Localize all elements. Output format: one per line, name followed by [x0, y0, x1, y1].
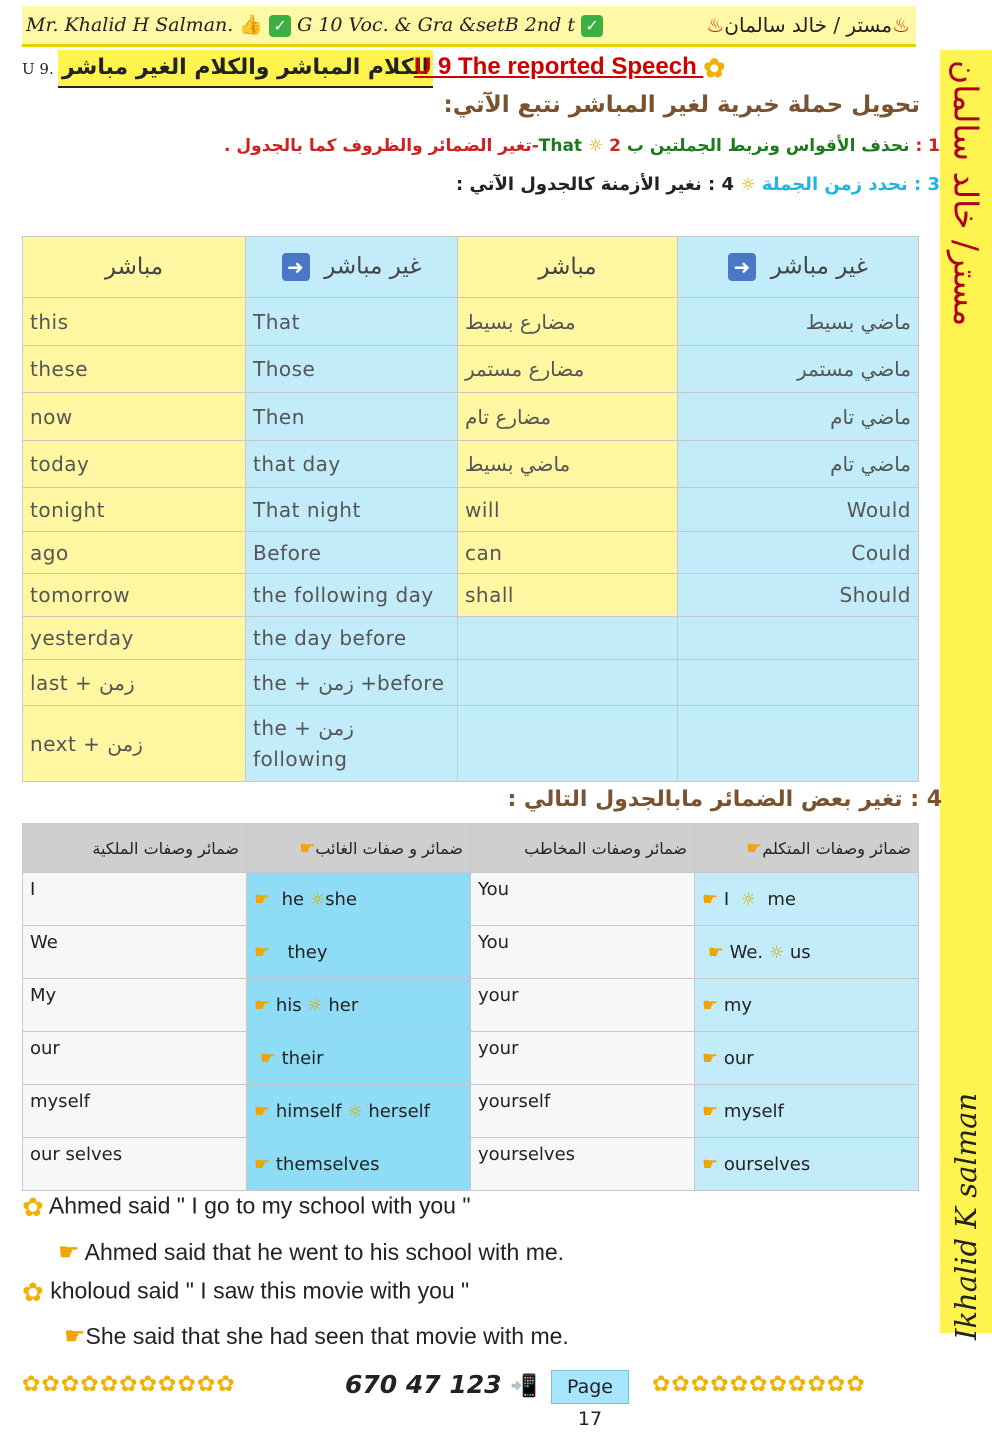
step4-text: 4 : نغير الأزمنة كالجدول الآتي :: [456, 174, 735, 195]
header-third-person: [247, 824, 471, 873]
table-row: [23, 346, 919, 393]
table-cell: shall: [458, 574, 678, 617]
pronoun: her: [328, 994, 359, 1016]
pronoun: me: [767, 888, 796, 910]
sidebar-teacher-name: مستر/ خالد سالمان: [946, 60, 986, 327]
example-1-direct: [22, 1192, 471, 1223]
table-cell-empty: [678, 617, 919, 660]
checkmark-icon: ✓: [581, 15, 603, 37]
table-cell: [695, 1032, 919, 1085]
pronoun: their: [281, 1047, 324, 1069]
table-cell: our selves: [23, 1138, 247, 1191]
pointing-hand-icon: ☛: [58, 1239, 80, 1266]
table-cell: مضارع مستمر: [458, 346, 678, 393]
table-cell: I: [23, 873, 247, 926]
table-cell: My: [23, 979, 247, 1032]
pointing-hand-icon: 👍: [239, 14, 264, 36]
table-cell: yourselves: [471, 1138, 695, 1191]
arrow-right-icon: ➜: [728, 253, 756, 281]
table-cell: [695, 873, 919, 926]
header-first-person-label: ضمائر وصفات المتكلم: [762, 838, 911, 858]
arrow-right-icon: ➜: [282, 253, 310, 281]
table-cell: Should: [678, 574, 919, 617]
teacher-name-ar: مستر / خالد سالمان: [724, 13, 893, 37]
author-name: Mr. Khalid H Salman.: [26, 14, 234, 36]
table-cell: مضارع بسيط: [458, 298, 678, 346]
table-cell: [247, 1138, 471, 1191]
title-english-text: U 9 The reported Speech: [414, 53, 697, 80]
sun-icon: ☼: [309, 889, 326, 910]
table-cell: your: [471, 1032, 695, 1085]
step1-text: نحذف الأقواس ونربط الجملتين ب: [626, 136, 910, 156]
table-cell: now: [23, 393, 246, 441]
table-row: [23, 441, 919, 488]
header-third-person-label: ضمائر و صفات الغائب: [315, 838, 463, 858]
pointing-hand-icon: ☛: [702, 888, 719, 910]
table-cell: That: [246, 298, 458, 346]
sun-icon: ☼: [740, 175, 756, 195]
table-row: [23, 1138, 919, 1191]
table-cell: ماضي تام: [678, 441, 919, 488]
table-row: [23, 617, 919, 660]
table-row: [23, 1032, 919, 1085]
table-header-row: [23, 237, 919, 298]
table-cell: [247, 926, 471, 979]
table-cell-empty: [458, 660, 678, 706]
table-row: [23, 979, 919, 1032]
table-cell: Would: [678, 488, 919, 532]
pronoun: they: [287, 941, 328, 963]
pointing-hand-icon: ☛: [254, 994, 271, 1016]
table-cell: yourself: [471, 1085, 695, 1138]
table-row: [23, 574, 919, 617]
header-left: [22, 13, 603, 37]
example-2-reported: [64, 1322, 569, 1351]
table-header-row: [23, 824, 919, 873]
table-cell: Those: [246, 346, 458, 393]
pointing-hand-icon: ☛: [702, 1100, 719, 1122]
table-cell: your: [471, 979, 695, 1032]
table-cell: ماضي مستمر: [678, 346, 919, 393]
pronoun: he: [281, 888, 305, 910]
header-indirect: [678, 237, 919, 298]
table-cell: ago: [23, 532, 246, 574]
header-second-person: ضمائر وصفات المخاطب: [471, 824, 695, 873]
table-cell: can: [458, 532, 678, 574]
table-cell: the following day: [246, 574, 458, 617]
sun-icon: ☼: [587, 136, 604, 156]
instruction-step-1-2: [224, 136, 940, 156]
table-cell: [247, 873, 471, 926]
example-text: Ahmed said " I go to my school with you ": [48, 1192, 471, 1219]
title-arabic: الكلام المباشر والكلام الغير مباشر: [58, 50, 433, 88]
flower-icon: ✿: [22, 1192, 44, 1222]
step2-text: 2-تغير الضمائر والظروف كما بالجدول .: [224, 136, 621, 156]
table-cell: You: [471, 926, 695, 979]
phone-number: [345, 1370, 538, 1399]
pronoun: us: [789, 941, 811, 963]
table-row: [23, 488, 919, 532]
sidebar-bottom: [940, 1050, 992, 1340]
sidebar-top: [940, 60, 992, 620]
pronoun: his: [275, 994, 302, 1016]
flower-icon: ✿: [22, 1277, 44, 1307]
example-text: Ahmed said that he went to his school with me.: [84, 1239, 565, 1265]
pointing-hand-icon: ☛: [254, 1100, 271, 1122]
pointing-hand-icon: ☛: [702, 994, 719, 1016]
pointing-hand-icon: ☛: [64, 1323, 86, 1350]
unit-label: U 9.: [22, 60, 54, 78]
header-direct: مباشر: [23, 237, 246, 298]
table-cell: yesterday: [23, 617, 246, 660]
table-cell: tonight: [23, 488, 246, 532]
table-cell: [695, 1138, 919, 1191]
hot-springs-icon: ♨: [706, 13, 725, 37]
table-cell: Could: [678, 532, 919, 574]
table-cell: [695, 926, 919, 979]
phone-number-text: 670 47 123: [345, 1370, 502, 1399]
footer-flower-row-left: ✿✿✿✿✿✿✿✿✿✿✿: [22, 1372, 236, 1397]
table-cell: will: [458, 488, 678, 532]
table-cell: our: [23, 1032, 247, 1085]
course-label: G 10 Voc. & Gra &setB 2nd t: [297, 14, 575, 36]
page-number: Page 17: [551, 1370, 629, 1404]
table-row: [23, 873, 919, 926]
table-cell: tomorrow: [23, 574, 246, 617]
section4-heading: 4 : تغير بعض الضمائر مابالجدول التالي :: [507, 787, 942, 812]
footer-flower-row-right: ✿✿✿✿✿✿✿✿✿✿✿: [652, 1372, 866, 1397]
sun-icon: ☼: [347, 1101, 363, 1122]
step1-number: 1 :: [915, 136, 940, 156]
table-cell: ماضي بسيط: [458, 441, 678, 488]
title-english: [414, 52, 725, 83]
table-cell: [247, 1085, 471, 1138]
table-cell-empty: [678, 660, 919, 706]
header-right: [706, 13, 916, 37]
table-cell-empty: [458, 706, 678, 782]
mobile-phone-icon: 📲: [510, 1374, 538, 1399]
sun-icon: ☼: [307, 995, 323, 1016]
table-cell: ماضي تام: [678, 393, 919, 441]
header-indirect-label: غير مباشر: [770, 253, 868, 280]
table-row: [23, 926, 919, 979]
table-row: [23, 1085, 919, 1138]
pointing-hand-icon: ☛: [299, 837, 316, 859]
step3-number: 3 :: [914, 174, 940, 195]
table-cell: Before: [246, 532, 458, 574]
header-direct: مباشر: [458, 237, 678, 298]
table-cell: myself: [23, 1085, 247, 1138]
pronoun: myself: [723, 1100, 784, 1122]
instruction-step-3-4: [456, 174, 940, 195]
table-cell: We: [23, 926, 247, 979]
table-cell: last + زمن: [23, 660, 246, 706]
table-cell: that day: [246, 441, 458, 488]
pointing-hand-icon: ☛: [254, 1153, 271, 1175]
table-row: [23, 660, 919, 706]
pronoun: our: [723, 1047, 754, 1069]
pronoun: himself: [275, 1100, 342, 1122]
table-cell: That night: [246, 488, 458, 532]
sun-icon: ☼: [740, 889, 756, 910]
instructions-heading: تحويل حملة خبرية لغير المباشر نتبع الآتي:: [443, 92, 920, 118]
table-cell: [695, 1085, 919, 1138]
example-1-reported: [58, 1238, 564, 1267]
pointing-hand-icon: ☛: [702, 1047, 719, 1069]
table-cell: ماضي بسيط: [678, 298, 919, 346]
table-cell: the + زمن +before: [246, 660, 458, 706]
table-row: [23, 532, 919, 574]
table-cell: the day before: [246, 617, 458, 660]
pronoun: herself: [368, 1100, 431, 1122]
step3-text: نحدد زمن الجملة: [761, 174, 908, 195]
table-cell: the + زمن following: [246, 706, 458, 782]
sidebar-signature: Ikhalid K salman: [949, 1092, 983, 1340]
table-cell: next + زمن: [23, 706, 246, 782]
tense-adverb-table: [22, 236, 919, 782]
example-text: kholoud said " I saw this movie with you ": [50, 1277, 470, 1304]
table-cell-empty: [458, 617, 678, 660]
pointing-hand-icon: ☛: [707, 941, 724, 963]
pronoun: ourselves: [723, 1153, 811, 1175]
table-cell: these: [23, 346, 246, 393]
pronoun: I: [723, 888, 730, 910]
table-cell: [247, 1032, 471, 1085]
hot-springs-icon: ♨: [892, 13, 910, 37]
pronoun: she: [325, 888, 357, 910]
table-row: [23, 393, 919, 441]
table-cell: You: [471, 873, 695, 926]
pronoun-table: [22, 823, 919, 1191]
table-cell: [247, 979, 471, 1032]
table-cell-empty: [678, 706, 919, 782]
example-2-direct: [22, 1277, 469, 1308]
table-row: [23, 298, 919, 346]
header-possessive: ضمائر وصفات الملكية: [23, 824, 247, 873]
pointing-hand-icon: ☛: [746, 837, 763, 859]
table-row: [23, 706, 919, 782]
pronoun: my: [723, 994, 753, 1016]
table-cell: Then: [246, 393, 458, 441]
pronoun: themselves: [275, 1153, 380, 1175]
header-indirect-label: غير مباشر: [324, 253, 422, 280]
sun-icon: ☼: [768, 942, 785, 963]
table-cell: today: [23, 441, 246, 488]
flower-icon: ✿: [703, 52, 726, 83]
page-header: [22, 6, 916, 47]
pronoun: We.: [729, 941, 764, 963]
pointing-hand-icon: ☛: [702, 1153, 719, 1175]
example-text: She said that she had seen that movie with me.: [85, 1323, 569, 1349]
table-cell: مضارع تام: [458, 393, 678, 441]
table-cell: this: [23, 298, 246, 346]
table-cell: [695, 979, 919, 1032]
step1-that: That: [538, 136, 583, 156]
pointing-hand-icon: ☛: [254, 888, 271, 910]
header-first-person: [695, 824, 919, 873]
header-indirect: [246, 237, 458, 298]
sidebar: [940, 50, 992, 1340]
pointing-hand-icon: ☛: [259, 1047, 276, 1069]
checkmark-icon: ✓: [269, 15, 291, 37]
pointing-hand-icon: ☛: [254, 941, 271, 963]
